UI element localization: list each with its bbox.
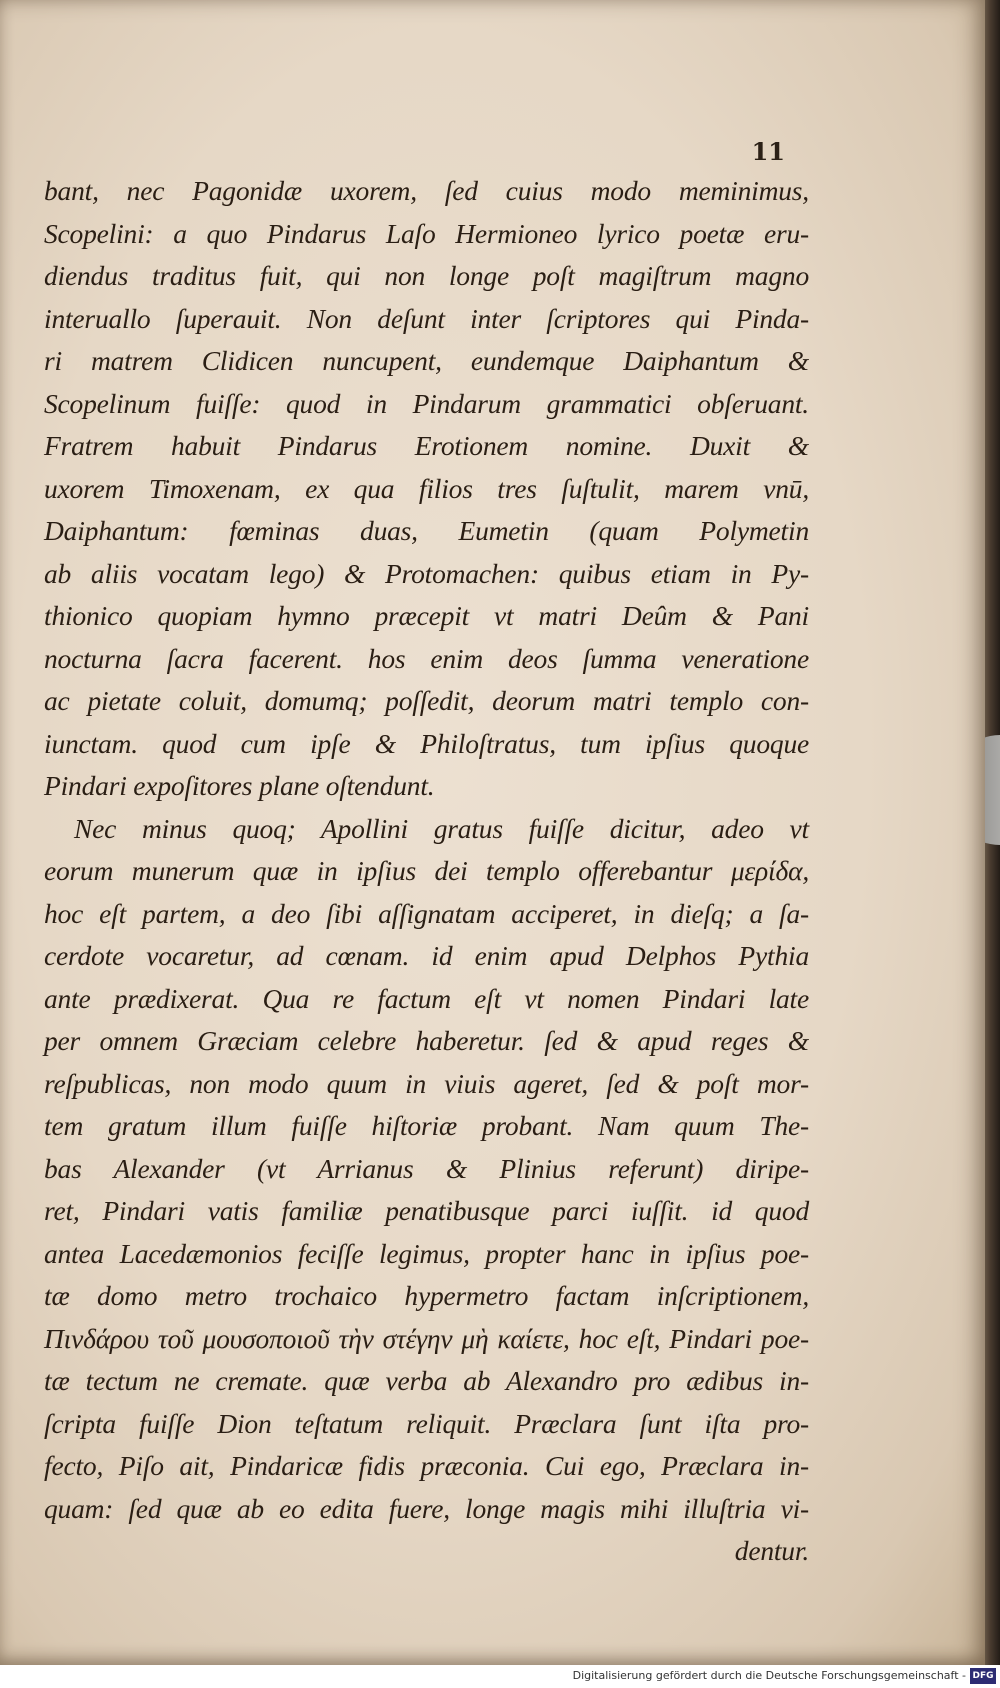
- text-line: tæ tectum ne cremate. quæ verba ab Alexandro pro ædibus in-: [44, 1365, 809, 1396]
- text-line: fecto, Piſo ait, Pindaricæ fidis præconia. Cui ego, Præclara in-: [44, 1450, 809, 1481]
- text-line: ſcripta fuiſſe Dion teſtatum reliquit. Præclara ſunt iſta pro-: [44, 1407, 809, 1439]
- text-line: Scopelinum fuiſſe: quod in Pindarum grammatici obſeruant.: [44, 387, 809, 419]
- text-line: uxorem Timoxenam, ex qua filios tres ſuſtulit, marem vnū,: [44, 472, 809, 504]
- text-line: eorum munerum quæ in ipſius dei templo offerebantur μερίδα,: [44, 855, 809, 886]
- footer-credit: Digitalisierung gefördert durch die Deutsche Forschungsgemeinschaft -: [572, 1669, 966, 1682]
- text-line: cerdote vocaretur, ad cœnam. id enim apud Delphos Pythia: [44, 940, 809, 971]
- text-line: Daiphantum: fœminas duas, Eumetin (quam Polymetin: [44, 515, 809, 546]
- text-line: Fratrem habuit Pindarus Erotionem nomine. Duxit &: [44, 430, 809, 461]
- text-line: reſpublicas, non modo quum in viuis ageret, ſed & poſt mor-: [44, 1067, 809, 1099]
- text-line: tem gratum illum fuiſſe hiſtoriæ probant. Nam quum The-: [44, 1110, 809, 1141]
- text-line: ab aliis vocatam lego) & Protomachen: quibus etiam in Py-: [44, 557, 809, 589]
- dfg-logo: DFG: [970, 1668, 996, 1684]
- text-line: bas Alexander (vt Arrianus & Plinius referunt) diripe-: [44, 1152, 809, 1184]
- text-line: Nec minus quoq; Apollini gratus fuiſſe dicitur, adeo vt: [74, 812, 809, 844]
- text-line: per omnem Græciam celebre haberetur. ſed & apud reges &: [44, 1025, 809, 1056]
- text-line: hoc eſt partem, a deo ſibi aſſignatam acciperet, in dieſq; a ſa-: [44, 897, 809, 929]
- text-line: iunctam. quod cum ipſe & Philoſtratus, tum ipſius quoque: [44, 727, 809, 759]
- text-line: dentur.: [734, 1535, 809, 1566]
- text-block: [44, 170, 809, 1573]
- text-line: Scopelini: a quo Pindarus Laſo Hermioneo lyrico poetæ eru-: [44, 217, 809, 249]
- text-line: diendus traditus fuit, qui non longe poſt magiſtrum magno: [44, 260, 809, 291]
- text-line: nocturna ſacra facerent. hos enim deos ſumma veneratione: [44, 642, 809, 674]
- text-line: thionico quopiam hymno præcepit vt matri Deûm & Pani: [44, 600, 809, 631]
- text-line: interuallo ſuperauit. Non deſunt inter ſcriptores qui Pinda-: [44, 302, 809, 334]
- text-line: Pindari expoſitores plane oſtendunt.: [44, 770, 435, 801]
- text-line: ac pietate coluit, domumq; poſſedit, deorum matri templo con-: [44, 685, 809, 716]
- text-line: Πινδάρου τοῦ μουσοποιοῦ τὴν στέγην μὴ καίετε, hoc eſt, Pindari poe-: [44, 1322, 809, 1354]
- text-line: antea Lacedæmonios feciſſe legimus, propter hanc in ipſius poe-: [44, 1237, 809, 1269]
- text-line: ante prædixerat. Qua re factum eſt vt nomen Pindari late: [44, 982, 809, 1014]
- text-line: ri matrem Clidicen nuncupent, eundemque Daiphantum &: [44, 345, 809, 376]
- text-line: ret, Pindari vatis familiæ penatibusque parci iuſſit. id quod: [44, 1195, 809, 1226]
- text-line: bant, nec Pagonidæ uxorem, ſed cuius modo meminimus,: [44, 175, 809, 206]
- page-number: 11: [751, 137, 785, 166]
- footer-bar: [0, 1665, 1000, 1688]
- text-line: quam: ſed quæ ab eo edita fuere, longe magis mihi illuſtria vi-: [44, 1492, 809, 1524]
- text-line: tæ domo metro trochaico hypermetro factam inſcriptionem,: [44, 1280, 809, 1311]
